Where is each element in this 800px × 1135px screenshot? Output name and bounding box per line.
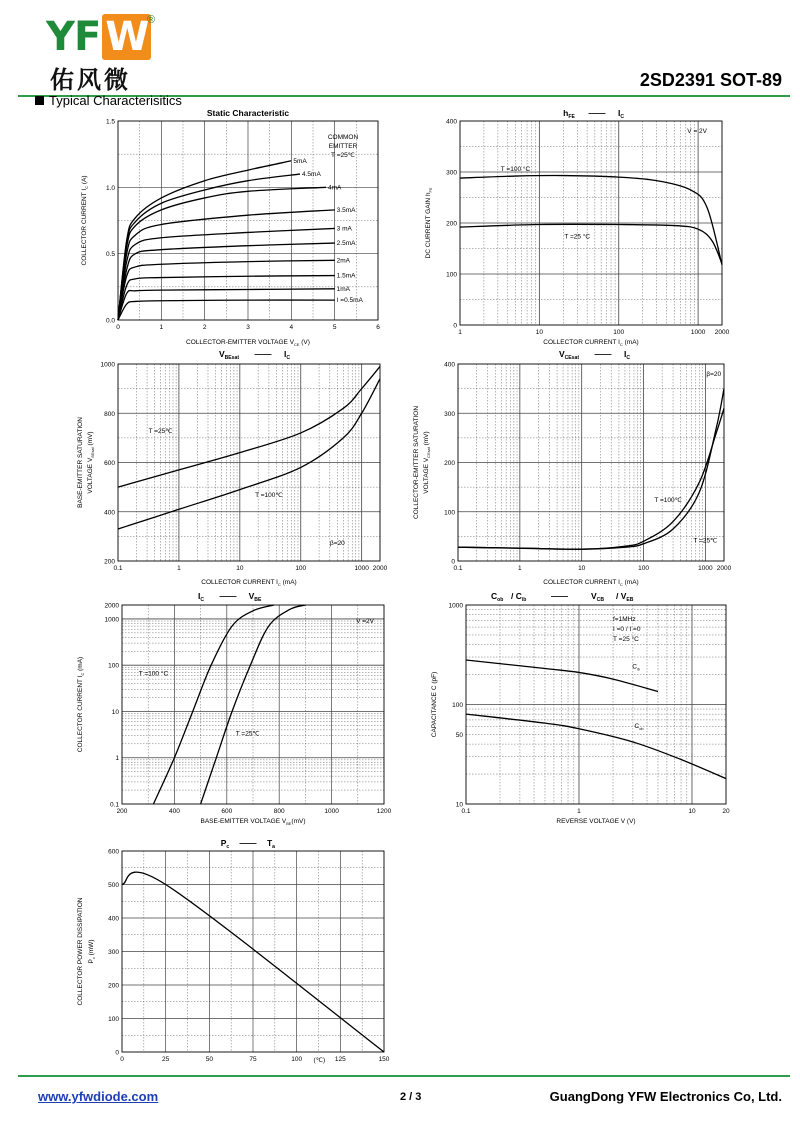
chart-title: $V_{BEsat}$ bbox=[218, 349, 240, 361]
y-tick-label: 400 bbox=[104, 509, 115, 517]
x-tick-label: 0 bbox=[116, 324, 120, 331]
chart-title: / $V_{EB}$ bbox=[616, 591, 634, 603]
chart-title: $T_a$ bbox=[266, 838, 276, 850]
x-tick-label: 4 bbox=[289, 324, 294, 331]
x-tick-label: 2000 bbox=[716, 565, 732, 572]
series-line bbox=[460, 176, 722, 265]
series-label: 3.5mA bbox=[336, 206, 356, 214]
series-line bbox=[466, 660, 658, 692]
x-tick-label: 800 bbox=[273, 808, 285, 815]
x-tick-label: 2000 bbox=[372, 565, 388, 572]
chart-static-characteristic bbox=[60, 104, 390, 354]
grid bbox=[466, 605, 726, 804]
y-tick-label: 200 bbox=[104, 558, 115, 566]
chart-title: $I_C$ bbox=[197, 591, 205, 603]
x-tick-label: 10 bbox=[688, 808, 696, 815]
registered-mark: ® bbox=[147, 14, 156, 26]
chart-title: $V_{CB}$ bbox=[591, 591, 605, 603]
x-tick-label: 100 bbox=[638, 565, 649, 572]
company-logo bbox=[46, 14, 161, 94]
series-label: I =0.5mA bbox=[336, 297, 363, 305]
logo-chinese-name: 佑风微 bbox=[50, 66, 131, 94]
x-tick-label: 2 bbox=[202, 324, 207, 331]
x-tick-label: 0.1 bbox=[113, 565, 123, 572]
x-axis-label: COLLECTOR-EMITTER VOLTAGE $V_{CE}$ (V) bbox=[186, 339, 310, 347]
annotation: $C_{ob}$ bbox=[634, 723, 644, 732]
series-label: 1.5mA bbox=[336, 272, 356, 280]
part-number: 2SD2391 SOT-89 bbox=[639, 70, 782, 90]
annotation: T =100 °C bbox=[138, 670, 169, 678]
x-tick-label: 0.1 bbox=[453, 565, 463, 572]
logo-latin-mark: YF W bbox=[46, 14, 151, 60]
x-tick-label: 600 bbox=[221, 808, 233, 815]
grid bbox=[122, 605, 384, 804]
y-axis-label: COLLECTOR CURRENT $I_C$ (A) bbox=[81, 175, 89, 266]
company-name: GuangDong YFW Electronics Co, Ltd. bbox=[549, 1089, 782, 1104]
x-tick-label: 10 bbox=[535, 329, 543, 336]
y-tick-label: 800 bbox=[104, 410, 115, 418]
annotation: V = 2V bbox=[687, 128, 707, 135]
chart-vcesat-vs-ic bbox=[410, 345, 750, 595]
x-tick-label: 1 bbox=[518, 565, 522, 572]
y-tick-label: 300 bbox=[108, 949, 119, 956]
grid bbox=[118, 364, 380, 561]
x-tick-label: 20 bbox=[722, 808, 730, 815]
chart-title: $I_C$ bbox=[283, 349, 291, 361]
x-tick-label: 150 bbox=[378, 1056, 390, 1063]
y-tick-label: 300 bbox=[446, 169, 457, 177]
x-tick-label: 1 bbox=[458, 329, 462, 336]
chart-title-dash: —— bbox=[594, 349, 612, 359]
series-line bbox=[118, 366, 380, 487]
x-tick-label: 75 bbox=[249, 1056, 257, 1063]
x-tick-label: 3 bbox=[246, 324, 250, 331]
x-tick-label: 2000 bbox=[714, 329, 730, 336]
y-tick-label: 100 bbox=[108, 1016, 119, 1023]
y-tick-label: 200 bbox=[108, 982, 119, 990]
annotation: T =25℃ bbox=[235, 730, 260, 738]
chart-svg bbox=[60, 345, 390, 595]
y-tick-label: 0.0 bbox=[105, 317, 115, 325]
y-tick-label: 0 bbox=[453, 322, 457, 330]
y-tick-label: 300 bbox=[444, 410, 455, 418]
series-label: 1mA bbox=[336, 285, 351, 293]
y-tick-label: 600 bbox=[104, 460, 115, 467]
x-tick-label: 25 bbox=[162, 1056, 170, 1063]
chart-title-dash: —— bbox=[254, 349, 272, 359]
y-tick-label: 400 bbox=[108, 915, 119, 923]
series-line bbox=[458, 389, 724, 550]
x-axis-label: REVERSE VOLTAGE V (V) bbox=[556, 818, 636, 825]
footer-divider bbox=[18, 1075, 790, 1077]
y-tick-label: 2000 bbox=[104, 602, 119, 610]
y-tick-label: 1 bbox=[115, 755, 119, 763]
annotation: β=20 bbox=[330, 539, 345, 547]
x-axis-label: BASE-EMITTER VOLTAGE $V_{BE}(mV)$ bbox=[200, 818, 306, 826]
annotation: T =100℃ bbox=[654, 496, 682, 504]
annotation: $C_{ib}$ bbox=[632, 663, 640, 672]
x-tick-label: 100 bbox=[295, 565, 307, 572]
series-label: 4mA bbox=[328, 184, 342, 192]
chart-title-dash: —— bbox=[239, 838, 257, 848]
y-tick-label: 600 bbox=[108, 848, 119, 856]
y-axis-label: CAPACITANCE C (pF) bbox=[431, 671, 438, 738]
y-axis-label: COLLECTOR POWER DISSIPATION bbox=[77, 897, 84, 1006]
x-tick-label: 1 bbox=[159, 324, 164, 331]
x-axis-label: (℃) bbox=[313, 1057, 326, 1064]
chart-title: $C_{ob}$ bbox=[491, 591, 504, 603]
y-axis-label: VOLTAGE $V_{BEsat}$ (mV) bbox=[87, 431, 95, 494]
y-tick-label: 400 bbox=[444, 361, 455, 369]
x-tick-label: 10 bbox=[236, 565, 244, 572]
chart-title: $P_c$ bbox=[220, 838, 230, 850]
annotation: T =25 °C bbox=[564, 233, 591, 241]
annotation: T =100 °C bbox=[500, 166, 531, 173]
bullet-square-icon bbox=[35, 96, 44, 105]
series-line bbox=[458, 408, 724, 549]
chart-svg bbox=[60, 104, 390, 354]
x-tick-label: 1000 bbox=[354, 565, 369, 572]
chart-title: Static Characteristic bbox=[206, 108, 290, 118]
grid bbox=[460, 121, 722, 325]
y-tick-label: 200 bbox=[444, 460, 455, 467]
chart-capacitance bbox=[410, 588, 750, 838]
y-tick-label: 100 bbox=[452, 702, 463, 709]
x-axis-label: COLLECTOR CURRENT $I_C$ (mA) bbox=[543, 579, 639, 587]
y-tick-label: 0 bbox=[115, 1049, 119, 1057]
y-axis-label: VOLTAGE $V_{CEsat}$ (mV) bbox=[423, 431, 431, 494]
y-tick-label: 0.5 bbox=[105, 251, 115, 259]
y-tick-label: 400 bbox=[446, 118, 457, 126]
y-axis-label: COLLECTOR CURRENT $I_C$ (mA) bbox=[77, 656, 85, 753]
y-tick-label: 10 bbox=[111, 708, 119, 716]
x-axis-label: COLLECTOR CURRENT $I_C$ (mA) bbox=[201, 579, 297, 587]
logo-u-mark: W bbox=[102, 14, 151, 60]
annotation: T =100℃ bbox=[255, 491, 283, 499]
chart-svg bbox=[410, 588, 750, 838]
y-axis-label: COLLECTOR-EMITTER SATURATION bbox=[413, 405, 420, 520]
chart-title-dash: —— bbox=[588, 108, 606, 118]
chart-svg bbox=[410, 104, 750, 354]
chart-title: $I_C$ bbox=[623, 349, 631, 361]
y-tick-label: 200 bbox=[446, 220, 457, 228]
series-label: 5mA bbox=[293, 157, 307, 165]
x-tick-label: 125 bbox=[334, 1056, 346, 1063]
x-tick-label: 1000 bbox=[690, 329, 706, 336]
x-tick-label: 10 bbox=[578, 565, 586, 572]
x-axis-label: COLLECTOR CURRENT $I_C$ (mA) bbox=[543, 339, 639, 347]
website-link[interactable]: www.yfwdiode.com bbox=[38, 1089, 159, 1104]
x-tick-label: 1 bbox=[177, 565, 181, 572]
y-axis-label: BASE-EMITTER SATURATION bbox=[77, 417, 84, 508]
series-line bbox=[460, 224, 722, 264]
y-axis-label: DC CURRENT GAIN $h_{FE}$ bbox=[425, 187, 433, 259]
y-tick-label: 100 bbox=[444, 509, 455, 517]
annotation: T =25℃ bbox=[331, 152, 355, 159]
y-tick-label: 500 bbox=[108, 882, 119, 889]
y-tick-label: 100 bbox=[108, 662, 119, 670]
page-number: 2 / 3 bbox=[400, 1091, 422, 1103]
annotation: T =25℃ bbox=[693, 537, 718, 545]
annotation: β=20 bbox=[706, 371, 722, 378]
series-label: 4.5mA bbox=[302, 171, 321, 179]
x-tick-label: 400 bbox=[168, 808, 180, 815]
annotation: f=1MHz bbox=[613, 616, 636, 623]
series-label: 2.5mA bbox=[336, 240, 356, 248]
chart-svg bbox=[60, 835, 400, 1070]
chart-pc-vs-ta bbox=[60, 835, 400, 1070]
chart-title-dash: —— bbox=[551, 591, 568, 601]
x-tick-label: 50 bbox=[205, 1056, 213, 1063]
x-tick-label: 6 bbox=[376, 324, 380, 331]
chart-svg bbox=[60, 588, 400, 838]
series-line bbox=[153, 605, 274, 804]
x-tick-label: 1000 bbox=[324, 808, 339, 815]
chart-hfe-vs-ic bbox=[410, 104, 750, 354]
section-title: Typical Characterisitics bbox=[49, 93, 182, 108]
y-tick-label: 1000 bbox=[448, 602, 463, 610]
x-tick-label: 100 bbox=[613, 329, 625, 336]
y-tick-label: 100 bbox=[446, 271, 457, 279]
chart-title: / $C_{ib}$ bbox=[511, 591, 527, 603]
chart-vbesat-vs-ic bbox=[60, 345, 390, 595]
x-tick-label: 5 bbox=[332, 324, 337, 331]
y-tick-label: 0.1 bbox=[109, 801, 119, 809]
chart-ic-vs-vbe bbox=[60, 588, 400, 838]
series-line bbox=[118, 379, 380, 529]
annotation: EMITTER bbox=[328, 143, 358, 150]
chart-title: $V_{BE}$ bbox=[248, 591, 262, 603]
chart-title: $V_{CEsat}$ bbox=[558, 349, 580, 361]
x-tick-label: 1200 bbox=[376, 808, 392, 815]
y-tick-label: 1.0 bbox=[105, 184, 115, 192]
annotation: I =0 / I =0 bbox=[613, 626, 641, 633]
x-tick-label: 100 bbox=[291, 1056, 303, 1063]
chart-svg bbox=[410, 345, 750, 595]
chart-title: $I_C$ bbox=[617, 108, 625, 120]
x-tick-label: 0.1 bbox=[461, 808, 471, 815]
y-tick-label: 1000 bbox=[104, 616, 119, 624]
y-tick-label: 1000 bbox=[100, 361, 115, 369]
y-axis-label: $P_c$ (mW) bbox=[88, 939, 96, 964]
annotation: COMMON bbox=[327, 134, 359, 141]
x-tick-label: 0 bbox=[120, 1056, 124, 1063]
annotation: T =25℃ bbox=[148, 427, 173, 435]
grid bbox=[458, 364, 724, 561]
y-tick-label: 1.5 bbox=[105, 118, 115, 126]
y-tick-label: 50 bbox=[455, 731, 463, 739]
x-tick-label: 1000 bbox=[698, 565, 713, 572]
annotation: T =25 °C bbox=[613, 636, 639, 643]
chart-title-dash: —— bbox=[219, 591, 237, 601]
x-tick-label: 200 bbox=[116, 808, 128, 815]
chart-title: $h_{FE}$ bbox=[563, 108, 575, 120]
series-label: 2mA bbox=[336, 257, 351, 265]
x-tick-label: 1 bbox=[577, 808, 581, 815]
annotation: V =2V bbox=[356, 617, 374, 625]
y-tick-label: 10 bbox=[455, 801, 463, 809]
y-tick-label: 0 bbox=[451, 558, 455, 566]
series-label: 3 mA bbox=[336, 225, 352, 233]
